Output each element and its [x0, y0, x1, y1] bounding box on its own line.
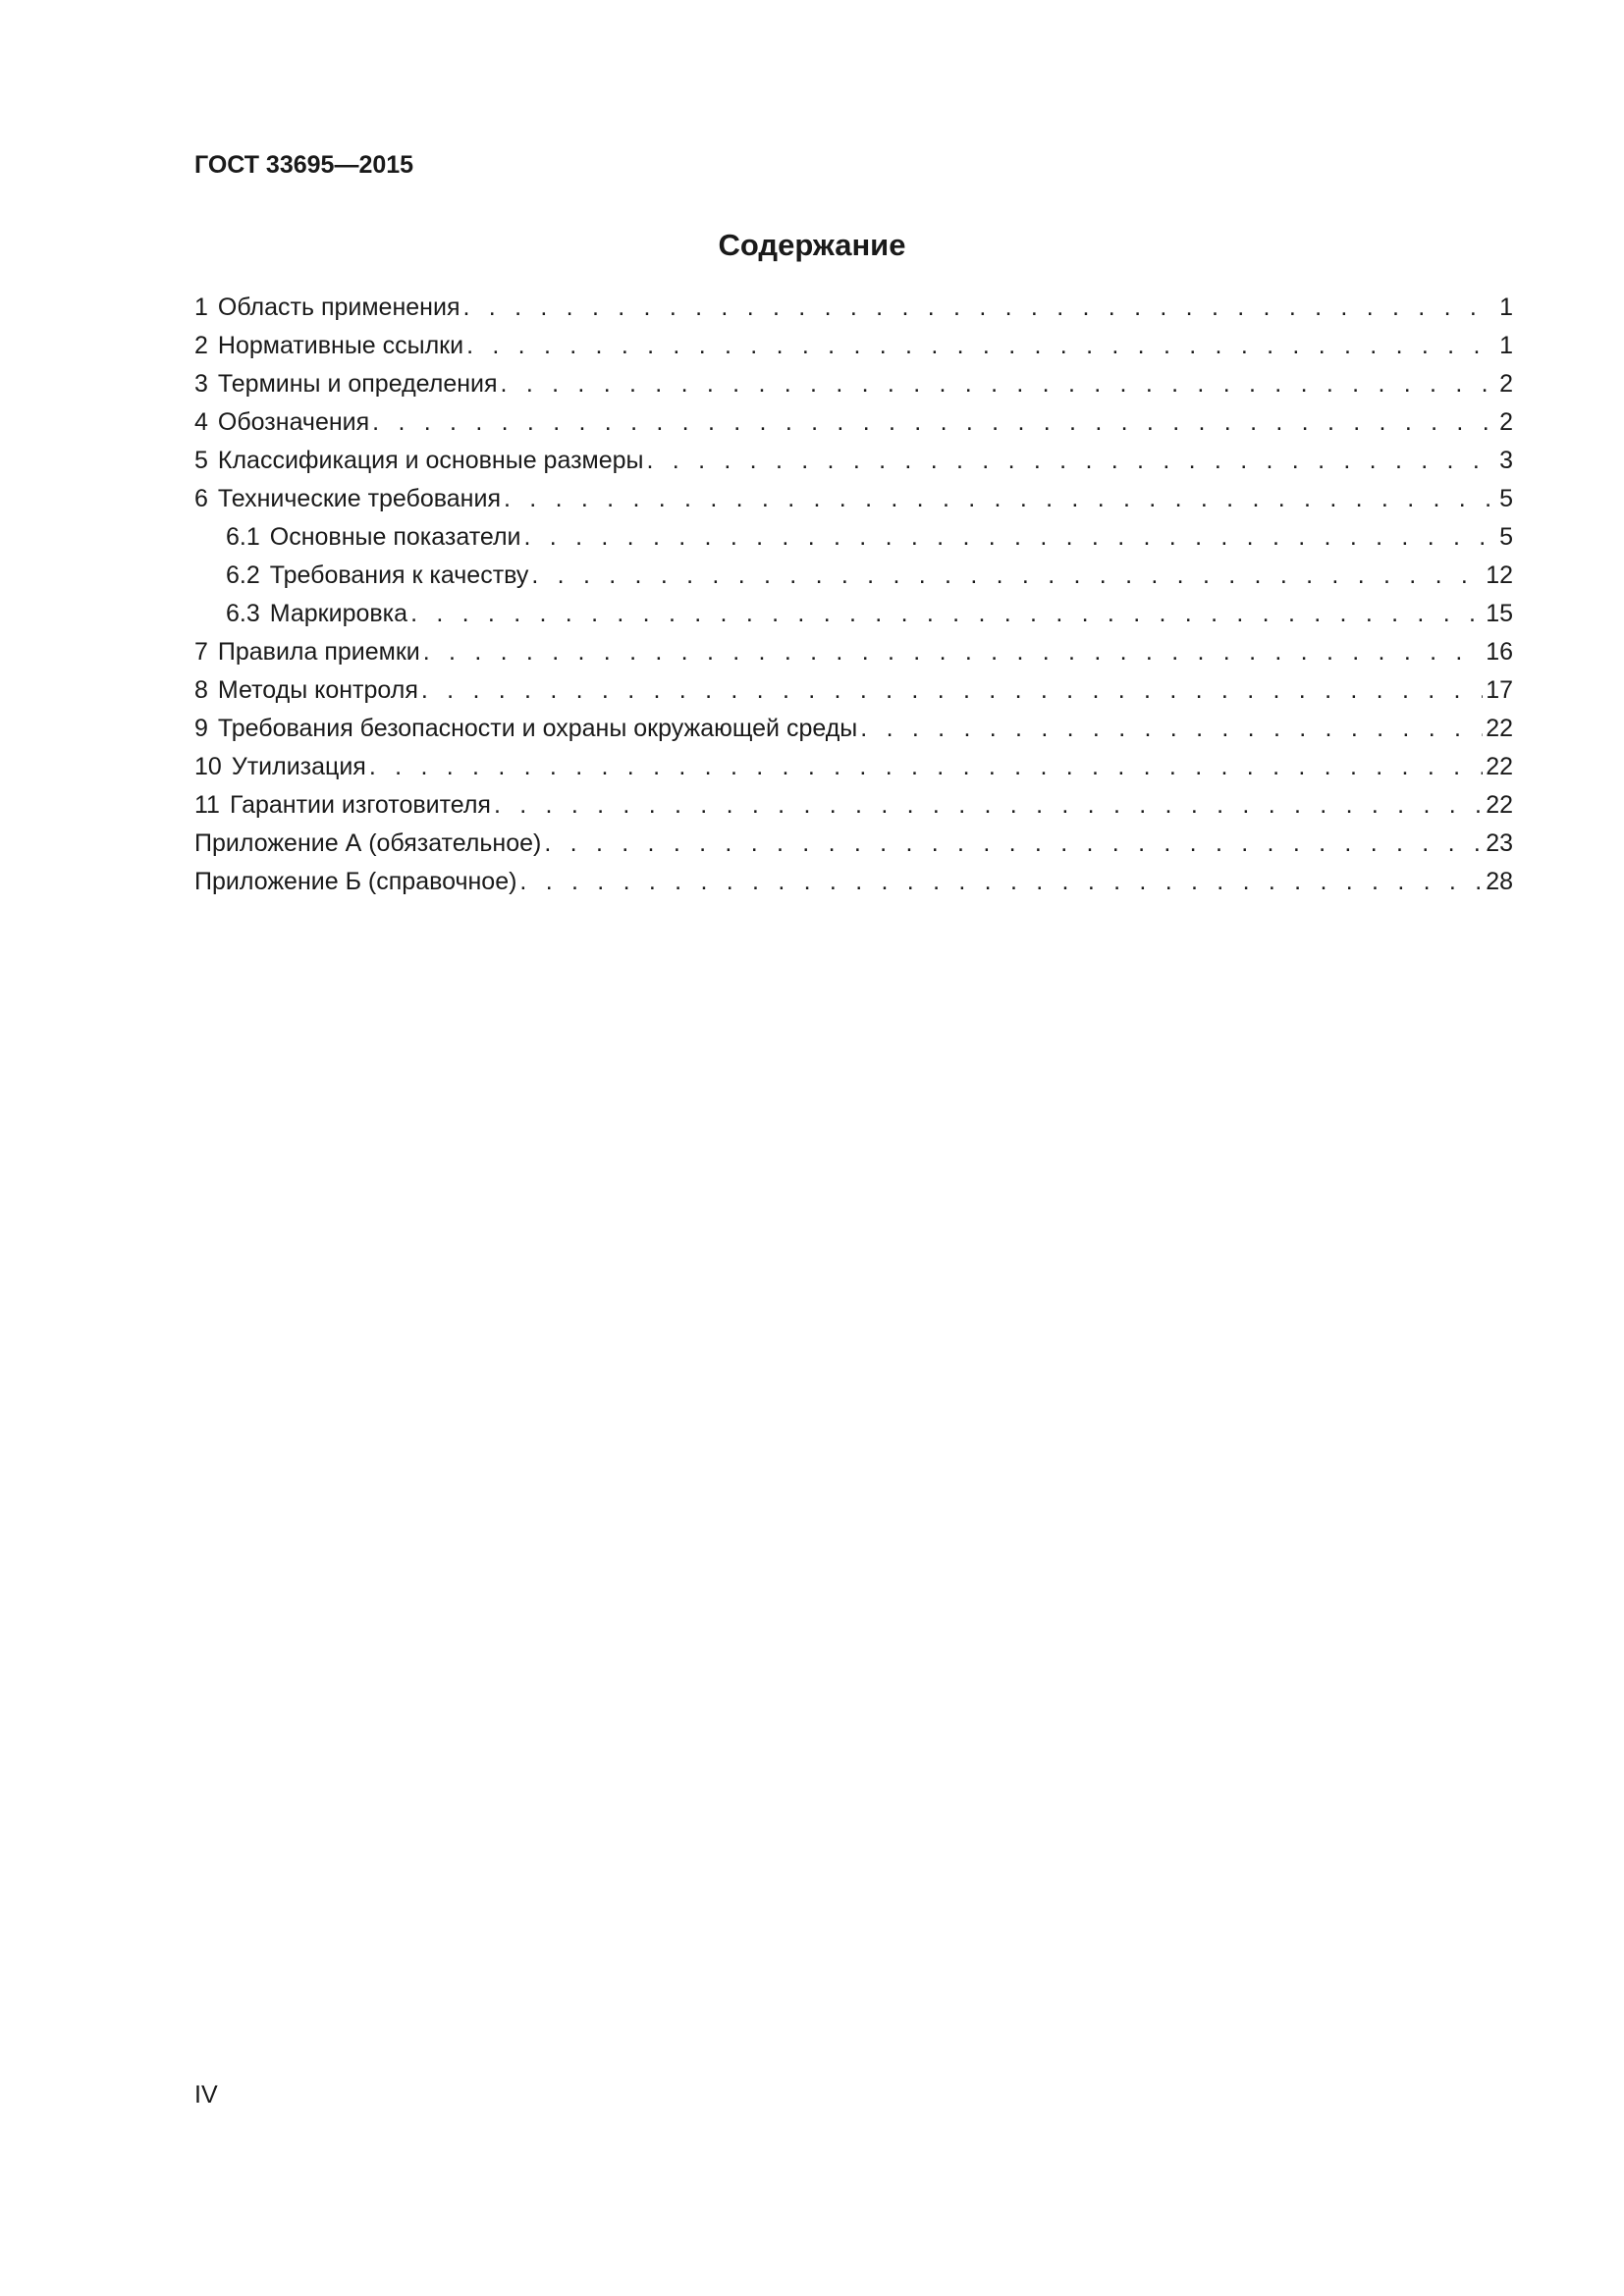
toc-dot-leader [860, 713, 1483, 744]
toc-entry[interactable] [194, 636, 1513, 674]
toc-entry-page: 5 [1499, 485, 1513, 512]
toc-entry[interactable] [194, 751, 1513, 789]
toc-entry-label: Нормативные ссылки [217, 332, 464, 359]
toc-entry-number: 2 [194, 332, 208, 359]
toc-entry-label: Приложение Б (справочное) [194, 868, 517, 895]
toc-entry-page: 23 [1486, 829, 1513, 857]
toc-entry-page: 2 [1499, 370, 1513, 398]
toc-entry-label: Приложение А (обязательное) [194, 829, 542, 857]
toc-entry-page: 22 [1486, 715, 1513, 742]
toc-entry-number: 10 [194, 753, 222, 780]
toc-dot-leader [421, 674, 1483, 706]
toc-entry-page: 1 [1499, 332, 1513, 359]
page-number: IV [194, 2081, 218, 2109]
toc-entry-label: Утилизация [231, 753, 366, 780]
toc-entry-label: Область применения [217, 294, 460, 321]
toc-entry-label: Требования к качеству [269, 561, 529, 589]
toc-entry-page: 2 [1499, 408, 1513, 436]
toc-dot-leader [504, 483, 1496, 514]
toc-dot-leader [369, 751, 1483, 782]
toc-entry-number: 4 [194, 408, 208, 436]
toc-entry-page: 22 [1486, 791, 1513, 819]
toc-entry-label: Термины и определения [217, 370, 498, 398]
toc-entry-page: 1 [1499, 294, 1513, 321]
toc-entry-label: Маркировка [269, 600, 408, 627]
toc-entry-page: 28 [1486, 868, 1513, 895]
toc-entry-number: 9 [194, 715, 208, 742]
toc-entry[interactable] [194, 368, 1513, 406]
toc-dot-leader [519, 866, 1483, 897]
toc-entry-number: 8 [194, 676, 208, 704]
toc-entry-label: Методы контроля [217, 676, 418, 704]
toc-dot-leader [531, 560, 1483, 591]
toc-entry-page: 16 [1486, 638, 1513, 666]
toc-entry-number: 1 [194, 294, 208, 321]
toc-entry-page: 22 [1486, 753, 1513, 780]
toc-entry[interactable] [194, 483, 1513, 521]
toc-entry-label: Основные показатели [269, 523, 521, 551]
toc-entry-number: 11 [194, 791, 220, 819]
toc-entry[interactable] [194, 292, 1513, 330]
toc-title: Содержание [718, 228, 906, 262]
toc-subentry[interactable] [194, 521, 1513, 560]
toc-entry-page: 3 [1499, 447, 1513, 474]
toc-dot-leader [494, 789, 1483, 821]
toc-entry-label: Технические требования [217, 485, 501, 512]
toc-entry[interactable] [194, 330, 1513, 368]
toc-dot-leader [423, 636, 1483, 667]
toc-dot-leader [372, 406, 1496, 438]
toc-entry-page: 5 [1499, 523, 1513, 551]
toc-entry-number: 7 [194, 638, 208, 666]
toc-subentry[interactable] [194, 598, 1513, 636]
toc-dot-leader [524, 521, 1497, 553]
toc-entry-number: 6 [194, 485, 208, 512]
table-of-contents [194, 292, 1513, 904]
toc-entry-label: Обозначения [217, 408, 370, 436]
toc-entry[interactable] [194, 713, 1513, 751]
toc-appendix-entry[interactable] [194, 866, 1513, 904]
toc-entry-number: 3 [194, 370, 208, 398]
toc-entry-number: 6.3 [226, 600, 260, 627]
toc-entry-page: 17 [1486, 676, 1513, 704]
toc-entry-number: 6.2 [226, 561, 260, 589]
toc-dot-leader [647, 445, 1497, 476]
toc-entry-page: 12 [1486, 561, 1513, 589]
toc-entry-label: Гарантии изготовителя [229, 791, 491, 819]
toc-entry-label: Требования безопасности и охраны окружающей среды [217, 715, 858, 742]
toc-dot-leader [501, 368, 1497, 400]
toc-dot-leader [410, 598, 1483, 629]
toc-dot-leader [462, 292, 1496, 323]
toc-subentry[interactable] [194, 560, 1513, 598]
toc-entry[interactable] [194, 789, 1513, 828]
toc-entry[interactable] [194, 674, 1513, 713]
toc-entry-number: 5 [194, 447, 208, 474]
toc-dot-leader [466, 330, 1496, 361]
toc-entry[interactable] [194, 445, 1513, 483]
document-code: ГОСТ 33695—2015 [194, 151, 414, 179]
toc-entry[interactable] [194, 406, 1513, 445]
toc-entry-page: 15 [1486, 600, 1513, 627]
toc-entry-number: 6.1 [226, 523, 260, 551]
toc-entry-label: Классификация и основные размеры [217, 447, 644, 474]
toc-appendix-entry[interactable] [194, 828, 1513, 866]
toc-entry-label: Правила приемки [217, 638, 420, 666]
toc-dot-leader [544, 828, 1483, 859]
